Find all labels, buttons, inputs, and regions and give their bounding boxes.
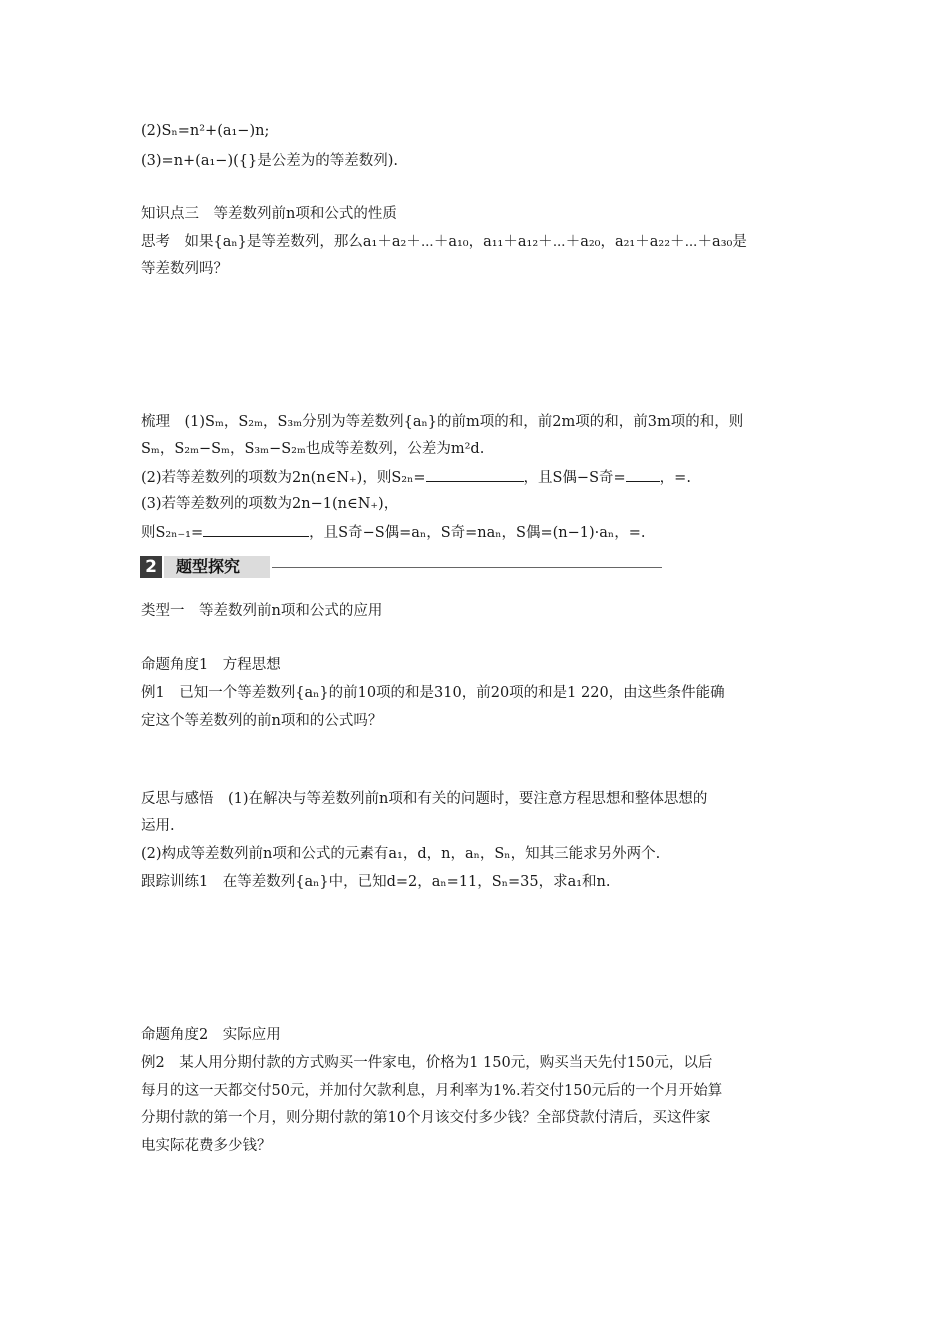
summary-line-3-text-a: (2)若等差数列的项数为2n(n∈N₊)，则S₂ₙ= xyxy=(141,470,426,486)
angle-1-heading: 命题角度1 方程思想 xyxy=(141,657,281,673)
fill-blank-s2n[interactable] xyxy=(426,467,524,482)
example-2-line-2: 每月的这一天都交付50元，并加付欠款利息，月利率为1%.若交付150元后的一个月开始算 xyxy=(141,1083,723,1099)
angle-2-heading: 命题角度2 实际应用 xyxy=(141,1027,281,1043)
example-1-line-1: 例1 已知一个等差数列{aₙ}的前10项的和是310，前20项的和是1 220，由这些条件能确 xyxy=(141,685,725,701)
formula-sn: (2)Sₙ=n²+(a₁−)n; xyxy=(141,123,270,139)
type-1-heading: 类型一 等差数列前n项和公式的应用 xyxy=(141,603,383,619)
summary-line-2: Sₘ，S₂ₘ−Sₘ，S₃ₘ−S₂ₘ也成等差数列，公差为m²d. xyxy=(141,441,485,457)
think-question-line-1: 思考 如果{aₙ}是等差数列，那么a₁＋a₂＋⋯＋a₁₀，a₁₁＋a₁₂＋⋯＋a₂₀，a₂₁＋a₂₂＋⋯＋a₃₀是 xyxy=(141,234,747,250)
fill-blank-s2n-1[interactable] xyxy=(203,522,309,537)
example-2-line-3: 分期付款的第一个月，则分期付款的第10个月该交付多少钱？全部贷款付清后，买这件家 xyxy=(141,1110,711,1126)
knowledge-point-3-heading: 知识点三 等差数列前n项和公式的性质 xyxy=(141,206,397,222)
summary-line-4: (3)若等差数列的项数为2n−1(n∈N₊)， xyxy=(141,496,399,512)
summary-line-3-text-c: ，=. xyxy=(659,470,691,486)
section-title: 题型探究 xyxy=(176,557,241,576)
section-divider xyxy=(272,567,662,568)
summary-line-5-text-b: ，且S奇−S偶=aₙ，S奇=naₙ，S偶=(n−1)·aₙ，=. xyxy=(309,525,646,541)
summary-line-1: 梳理 (1)Sₘ，S₂ₘ，S₃ₘ分别为等差数列{aₙ}的前m项的和，前2m项的和，前3m项的和，则 xyxy=(141,414,744,430)
reflection-line-1: 反思与感悟 (1)在解决与等差数列前n项和有关的问题时，要注意方程思想和整体思想的 xyxy=(141,791,708,807)
example-1-line-2: 定这个等差数列的前n项和的公式吗？ xyxy=(141,713,383,729)
summary-line-3-text-b: ，且S偶−S奇= xyxy=(523,470,626,486)
fill-blank-diff[interactable] xyxy=(626,467,660,482)
practice-1: 跟踪训练1 在等差数列{aₙ}中，已知d=2，aₙ=11，Sₙ=35，求a₁和n. xyxy=(141,874,611,890)
think-question-line-2: 等差数列吗？ xyxy=(141,261,228,277)
formula-sn-over-n: (3)=n+(a₁−)({}是公差为的等差数列). xyxy=(141,153,398,169)
example-2-line-1: 例2 某人用分期付款的方式购买一件家电，价格为1 150元，购买当天先付150元，以后 xyxy=(141,1055,713,1071)
reflection-line-3: (2)构成等差数列前n项和公式的元素有a₁，d，n，aₙ，Sₙ，知其三能求另外两个. xyxy=(141,846,661,862)
reflection-line-2: 运用. xyxy=(141,818,175,834)
section-banner xyxy=(140,556,540,578)
example-2-line-4: 电实际花费多少钱？ xyxy=(141,1138,272,1154)
section-number-badge: 2 xyxy=(140,556,162,578)
summary-line-5-text-a: 则S₂ₙ₋₁= xyxy=(141,525,204,541)
summary-line-5 xyxy=(141,522,645,543)
summary-line-3 xyxy=(141,467,691,488)
